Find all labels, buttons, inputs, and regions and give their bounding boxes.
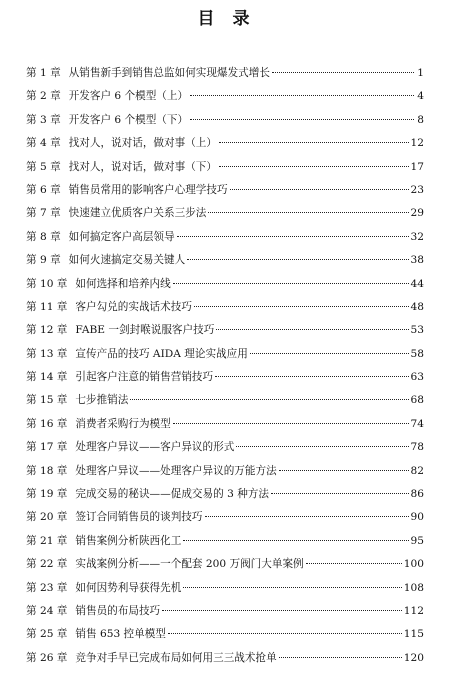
toc-entry[interactable]: [26, 300, 424, 323]
toc-dot-leader: [208, 212, 408, 213]
toc-chapter-title: 如何搞定客户高层领导: [68, 230, 175, 243]
toc-chapter-title: 销售案例分析陕西化工: [75, 534, 182, 547]
toc-chapter-number: 第 6 章: [26, 183, 61, 196]
toc-entry[interactable]: [26, 347, 424, 370]
toc-entry[interactable]: [26, 113, 424, 136]
toc-chapter-number: 第 25 章: [26, 628, 68, 641]
toc-chapter-title: 开发客户 6 个模型（下）: [68, 113, 189, 126]
toc-entry[interactable]: [26, 206, 424, 229]
toc-chapter-number: 第 14 章: [26, 371, 68, 384]
toc-chapter-number: 第 2 章: [26, 90, 61, 103]
toc-dot-leader: [219, 166, 409, 167]
toc-chapter-number: 第 9 章: [26, 254, 61, 267]
toc-entry[interactable]: [26, 370, 424, 393]
toc-entry[interactable]: [26, 136, 424, 159]
toc-dot-leader: [215, 376, 408, 377]
toc-dot-leader: [250, 353, 409, 354]
toc-chapter-title: 完成交易的秘诀——促成交易的 3 种方法: [75, 488, 269, 501]
toc-chapter-number: 第 4 章: [26, 137, 61, 150]
toc-entry[interactable]: [26, 417, 424, 440]
toc-dot-leader: [219, 142, 409, 143]
toc-chapter-number: 第 18 章: [26, 464, 68, 477]
toc-chapter-title: 销售员常用的影响客户心理学技巧: [68, 183, 228, 196]
toc-chapter-number: 第 10 章: [26, 277, 68, 290]
toc-dot-leader: [236, 446, 408, 447]
toc-entry[interactable]: [26, 510, 424, 533]
toc-page-number: 115: [403, 628, 424, 641]
toc-page-number: 63: [410, 371, 424, 384]
toc-chapter-title: 开发客户 6 个模型（上）: [68, 90, 189, 103]
toc-chapter-number: 第 21 章: [26, 534, 68, 547]
toc-entry[interactable]: [26, 160, 424, 183]
toc-page-number: 82: [410, 464, 424, 477]
toc-chapter-title: 客户勾兑的实战话术技巧: [75, 300, 192, 313]
toc-chapter-title: 如何选择和培养内线: [75, 277, 171, 290]
toc-dot-leader: [187, 259, 408, 260]
toc-dot-leader: [205, 516, 409, 517]
toc-page-number: 78: [410, 441, 424, 454]
toc-dot-leader: [190, 95, 414, 96]
toc-chapter-title: 引起客户注意的销售营销技巧: [75, 371, 214, 384]
toc-dot-leader: [271, 493, 409, 494]
toc-page-number: 90: [410, 511, 424, 524]
toc-chapter-title: 签订合同销售员的谈判技巧: [75, 511, 203, 524]
toc-entry[interactable]: [26, 651, 424, 674]
table-of-contents: [26, 66, 424, 674]
toc-dot-leader: [183, 540, 408, 541]
toc-dot-leader: [190, 119, 414, 120]
toc-page-number: 17: [410, 160, 424, 173]
toc-dot-leader: [230, 189, 409, 190]
toc-page-number: 120: [403, 651, 424, 664]
toc-chapter-number: 第 20 章: [26, 511, 68, 524]
toc-chapter-number: 第 19 章: [26, 488, 68, 501]
toc-chapter-title: 如何火速搞定交易关键人: [68, 254, 186, 267]
toc-chapter-number: 第 17 章: [26, 441, 68, 454]
toc-entry[interactable]: [26, 183, 424, 206]
toc-page-number: 68: [410, 394, 424, 407]
toc-dot-leader: [279, 657, 402, 658]
toc-page-number: 8: [417, 113, 424, 126]
toc-entry[interactable]: [26, 487, 424, 510]
toc-chapter-title: 快速建立优质客户关系三步法: [68, 207, 207, 220]
toc-dot-leader: [272, 72, 414, 73]
toc-dot-leader: [162, 610, 402, 611]
toc-page-number: 95: [410, 534, 424, 547]
toc-chapter-number: 第 15 章: [26, 394, 68, 407]
page-title: 目 录: [197, 9, 256, 29]
toc-chapter-title: 销售 653 控单模型: [75, 628, 166, 641]
toc-entry[interactable]: [26, 89, 424, 112]
toc-chapter-title: 从销售新手到销售总监如何实现爆发式增长: [68, 67, 270, 79]
toc-chapter-number: 第 12 章: [26, 324, 68, 337]
toc-entry[interactable]: [26, 464, 424, 487]
toc-dot-leader: [168, 633, 402, 634]
toc-dot-leader: [216, 329, 408, 330]
toc-entry[interactable]: [26, 323, 424, 346]
toc-dot-leader: [173, 423, 409, 424]
toc-page-number: 86: [410, 488, 424, 501]
toc-chapter-number: 第 24 章: [26, 604, 68, 617]
toc-dot-leader: [173, 283, 409, 284]
toc-page-number: 58: [410, 347, 424, 360]
toc-chapter-number: 第 3 章: [26, 113, 61, 126]
toc-entry[interactable]: [26, 534, 424, 557]
toc-page-number: 1: [417, 67, 424, 79]
toc-chapter-number: 第 11 章: [26, 300, 68, 313]
toc-chapter-number: 第 22 章: [26, 558, 68, 571]
toc-dot-leader: [183, 587, 401, 588]
toc-entry[interactable]: [26, 230, 424, 253]
toc-entry[interactable]: [26, 393, 424, 416]
toc-page-number: 38: [410, 254, 424, 267]
toc-entry[interactable]: [26, 440, 424, 463]
toc-chapter-title: 处理客户异议——客户异议的形式: [75, 441, 235, 454]
toc-entry[interactable]: [26, 66, 424, 89]
toc-page-number: 29: [410, 207, 424, 220]
toc-entry[interactable]: [26, 627, 424, 650]
toc-chapter-title: 如何因势利导获得先机: [75, 581, 182, 594]
toc-page-number: 4: [417, 90, 424, 103]
toc-chapter-number: 第 26 章: [26, 651, 68, 664]
toc-chapter-title: 找对人，说对话，做对事（下）: [68, 160, 217, 173]
toc-dot-leader: [130, 399, 408, 400]
toc-dot-leader: [279, 470, 409, 471]
toc-chapter-title: 宣传产品的技巧 AIDA 理论实战应用: [75, 347, 248, 360]
toc-chapter-number: 第 1 章: [26, 67, 61, 79]
toc-entry[interactable]: [26, 253, 424, 276]
toc-chapter-title: 竞争对手早已完成布局如何用三三战术抢单: [75, 651, 277, 664]
toc-page-number: 12: [410, 137, 424, 150]
toc-chapter-number: 第 8 章: [26, 230, 61, 243]
toc-page-number: 100: [403, 558, 424, 571]
toc-chapter-title: FABE 一剑封喉说服客户技巧: [75, 324, 215, 337]
toc-chapter-title: 销售员的布局技巧: [75, 604, 161, 617]
toc-chapter-title: 处理客户异议——处理客户异议的万能方法: [75, 464, 277, 477]
toc-chapter-number: 第 7 章: [26, 207, 61, 220]
toc-chapter-number: 第 16 章: [26, 417, 68, 430]
toc-chapter-title: 七步推销法: [75, 394, 129, 407]
toc-page-number: 108: [403, 581, 424, 594]
toc-entry[interactable]: [26, 557, 424, 580]
toc-chapter-number: 第 5 章: [26, 160, 61, 173]
toc-chapter-title: 实战案例分析——一个配套 200 万阀门大单案例: [75, 558, 304, 571]
toc-page-number: 112: [403, 604, 424, 617]
toc-page-number: 48: [410, 300, 424, 313]
toc-dot-leader: [306, 563, 402, 564]
toc-entry[interactable]: [26, 277, 424, 300]
toc-chapter-title: 找对人，说对话，做对事（上）: [68, 137, 217, 150]
toc-dot-leader: [194, 306, 409, 307]
toc-page-number: 32: [410, 230, 424, 243]
toc-page-number: 23: [410, 183, 424, 196]
toc-page-number: 74: [410, 417, 424, 430]
toc-dot-leader: [177, 236, 409, 237]
toc-chapter-number: 第 13 章: [26, 347, 68, 360]
toc-chapter-number: 第 23 章: [26, 581, 68, 594]
toc-entry[interactable]: [26, 604, 424, 627]
toc-page-number: 44: [410, 277, 424, 290]
toc-page-number: 53: [410, 324, 424, 337]
toc-entry[interactable]: [26, 581, 424, 604]
toc-chapter-title: 消费者采购行为模型: [75, 417, 171, 430]
